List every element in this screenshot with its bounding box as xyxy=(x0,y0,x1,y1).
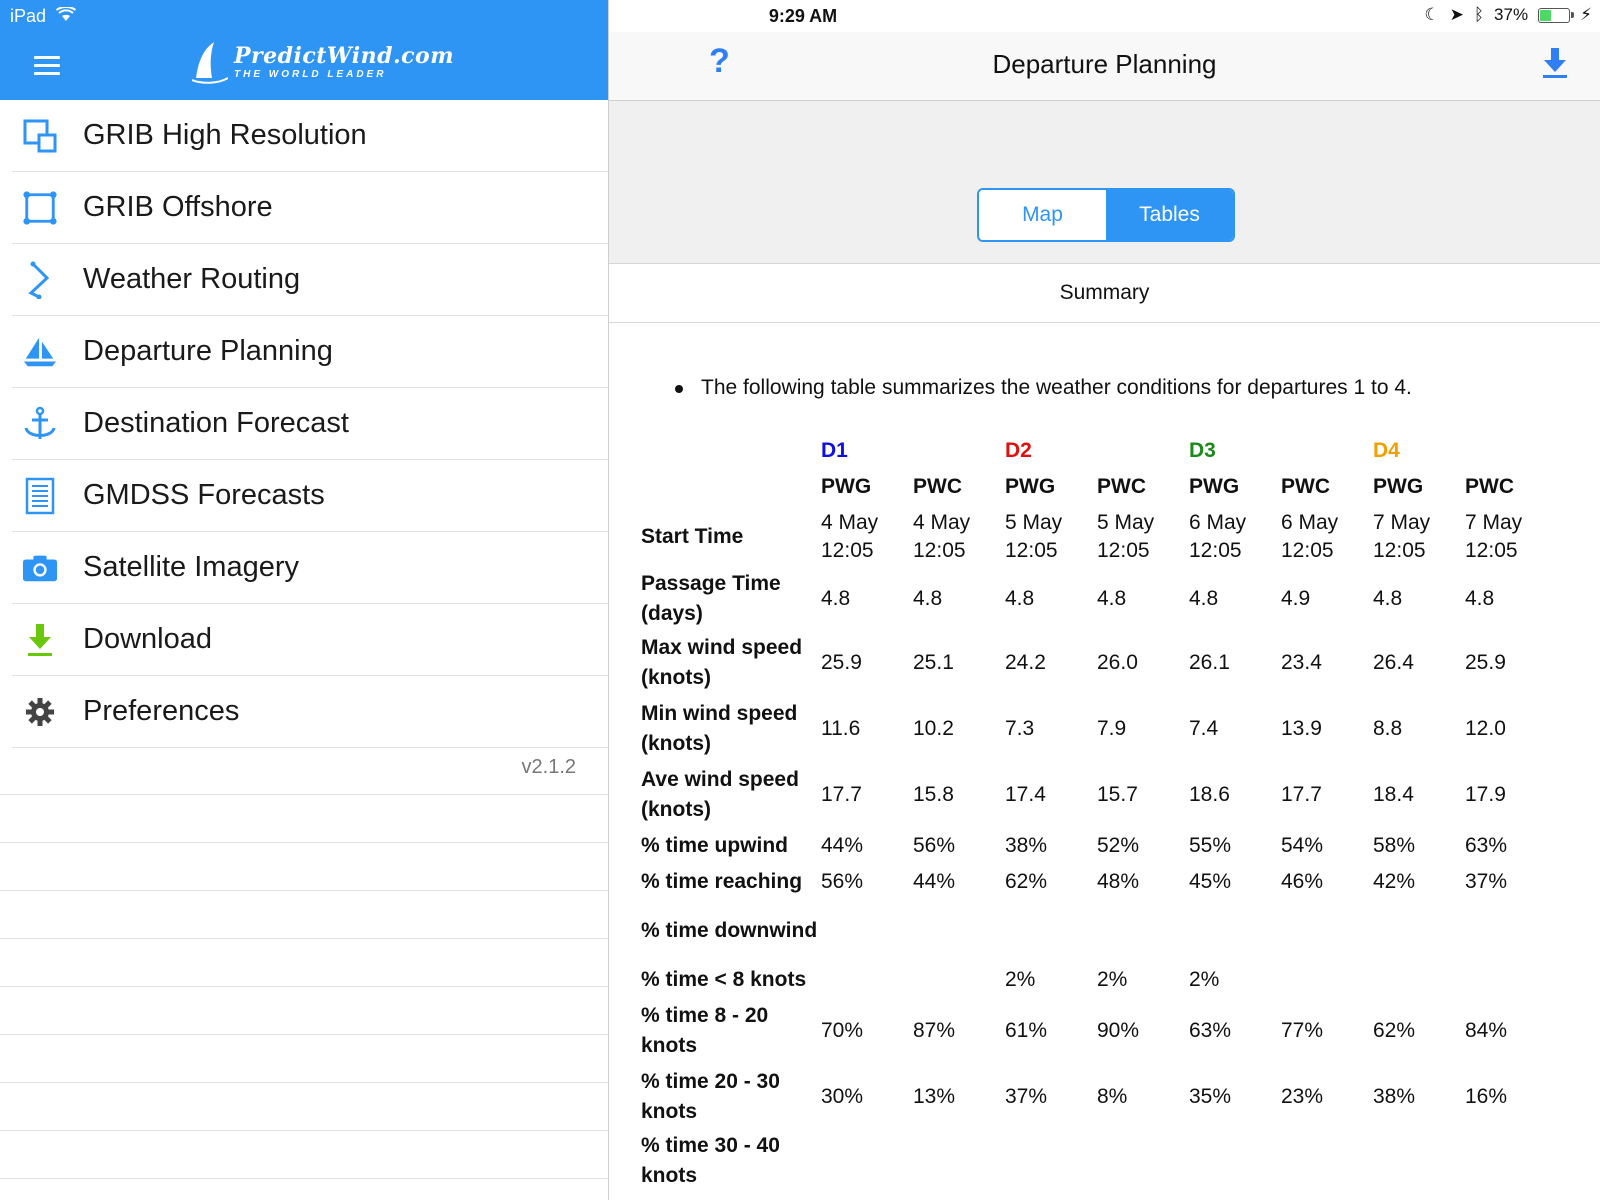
table-cell xyxy=(1005,900,1097,962)
divider xyxy=(0,938,608,939)
model-label: PWC xyxy=(1097,475,1146,498)
table-cell: 25.9 xyxy=(821,651,862,674)
table-cell: 7.3 xyxy=(1005,717,1035,740)
page-title: Departure Planning xyxy=(992,49,1217,79)
row-label: Min wind speed (knots) xyxy=(641,702,798,755)
table-cell: 42% xyxy=(1373,870,1416,893)
status-bar-left xyxy=(0,0,608,32)
row-label: % time 20 - 30 knots xyxy=(641,1070,780,1123)
sidebar-item-grib-high-resolution[interactable] xyxy=(12,100,608,172)
model-label: PWG xyxy=(1189,475,1240,498)
table-cell: 23.4 xyxy=(1281,651,1322,674)
header-spacer xyxy=(641,434,821,468)
table-cell: 4.8 xyxy=(1005,587,1035,610)
table-cell: 77% xyxy=(1281,1019,1324,1042)
model-label: PWC xyxy=(913,475,962,498)
row-label: Ave wind speed (knots) xyxy=(641,768,799,821)
table-cell: 4.8 xyxy=(1189,587,1219,610)
table-cell xyxy=(1281,962,1373,998)
segment-map[interactable]: Map xyxy=(979,190,1106,240)
divider xyxy=(0,986,608,987)
table-cell xyxy=(1373,900,1465,962)
view-segmented-control[interactable] xyxy=(977,188,1235,242)
routing-icon xyxy=(22,262,58,298)
table-cell xyxy=(913,1130,1005,1192)
table-cell: 13% xyxy=(913,1085,956,1108)
summary-title: Summary xyxy=(1059,281,1150,304)
table-cell: 7 May 12:05 xyxy=(1373,511,1431,562)
sidebar-item-destination-forecast[interactable] xyxy=(12,388,608,460)
row-label: % time < 8 knots xyxy=(641,968,807,991)
model-label: PWC xyxy=(1281,475,1330,498)
table-cell: 17.4 xyxy=(1005,783,1046,806)
table-cell: 13.9 xyxy=(1281,717,1322,740)
sidebar-item-departure-planning[interactable] xyxy=(12,316,608,388)
table-cell: 6 May 12:05 xyxy=(1189,511,1247,562)
model-label: PWG xyxy=(821,475,872,498)
table-cell: 87% xyxy=(913,1019,956,1042)
table-cell xyxy=(1373,1130,1465,1192)
table-cell: 12.0 xyxy=(1465,717,1506,740)
departure-label: D4 xyxy=(1373,439,1400,462)
divider xyxy=(0,1130,608,1131)
gear-icon xyxy=(22,694,58,730)
summary-table xyxy=(641,434,1557,1192)
location-icon: ➤ xyxy=(1449,5,1464,24)
table-cell: 26.0 xyxy=(1097,651,1138,674)
table-cell xyxy=(1281,1130,1373,1192)
row-label: % time downwind xyxy=(641,919,818,942)
table-row xyxy=(641,864,1557,900)
sidebar-item-label: GRIB High Resolution xyxy=(83,119,367,151)
table-row xyxy=(641,630,1557,696)
table-cell xyxy=(913,900,1005,962)
table-cell: 61% xyxy=(1005,1019,1048,1042)
table-cell xyxy=(1097,1130,1189,1192)
table-row xyxy=(641,828,1557,864)
bullet xyxy=(675,385,683,393)
table-cell xyxy=(1189,1130,1281,1192)
table-cell: 48% xyxy=(1097,870,1140,893)
battery-percent: 37% xyxy=(1494,5,1529,24)
download-icon[interactable] xyxy=(1541,46,1569,85)
table-cell: 2% xyxy=(1097,968,1128,991)
table-cell: 56% xyxy=(821,870,864,893)
table-cell: 62% xyxy=(1373,1019,1416,1042)
table-cell: 52% xyxy=(1097,834,1140,857)
table-cell: 4.8 xyxy=(1465,587,1495,610)
table-cell: 4.9 xyxy=(1281,587,1311,610)
table-cell: 44% xyxy=(821,834,864,857)
logo-tagline: THE WORLD LEADER xyxy=(234,68,387,80)
row-label: Max wind speed (knots) xyxy=(641,636,803,689)
table-row xyxy=(641,1064,1557,1130)
table-cell: 84% xyxy=(1465,1019,1508,1042)
sidebar-item-download[interactable] xyxy=(12,604,608,676)
model-label: PWG xyxy=(1373,475,1424,498)
table-cell xyxy=(1097,900,1189,962)
table-cell: 6 May 12:05 xyxy=(1281,511,1339,562)
sidebar-item-label: Destination Forecast xyxy=(83,407,349,439)
summary-header xyxy=(609,263,1600,323)
table-cell: 18.4 xyxy=(1373,783,1414,806)
sidebar-item-gmdss-forecasts[interactable] xyxy=(12,460,608,532)
table-cell: 30% xyxy=(821,1085,864,1108)
sidebar-item-grib-offshore[interactable] xyxy=(12,172,608,244)
segment-area xyxy=(609,101,1600,263)
header-spacer xyxy=(641,468,821,506)
table-cell: 5 May 12:05 xyxy=(1097,511,1155,562)
table-cell: 70% xyxy=(821,1019,864,1042)
table-cell: 4.8 xyxy=(1373,587,1403,610)
sidebar-item-satellite-imagery[interactable] xyxy=(12,532,608,604)
table-cell: 23% xyxy=(1281,1085,1324,1108)
sidebar-item-label: Preferences xyxy=(83,695,240,727)
table-cell: 35% xyxy=(1189,1085,1232,1108)
sailboat-icon xyxy=(22,334,58,370)
row-label: % time 8 - 20 knots xyxy=(641,1004,769,1057)
logo-brand: PredictWind.com xyxy=(234,42,454,69)
table-cell: 37% xyxy=(1005,1085,1048,1108)
table-cell: 90% xyxy=(1097,1019,1140,1042)
table-row xyxy=(641,998,1557,1064)
table-cell: 4 May 12:05 xyxy=(821,511,879,562)
table-cell xyxy=(913,962,1005,998)
divider xyxy=(0,842,608,843)
table-cell: 38% xyxy=(1373,1085,1416,1108)
departure-label: D1 xyxy=(821,439,848,462)
table-cell: 8.8 xyxy=(1373,717,1403,740)
table-cell: 4.8 xyxy=(821,587,851,610)
help-button[interactable]: ? xyxy=(709,42,730,80)
table-cell: 38% xyxy=(1005,834,1048,857)
table-cell: 10.2 xyxy=(913,717,954,740)
table-cell: 15.7 xyxy=(1097,783,1138,806)
departure-label: D3 xyxy=(1189,439,1216,462)
table-cell: 25.1 xyxy=(913,651,954,674)
table-cell: 11.6 xyxy=(821,717,861,740)
row-label: Start Time xyxy=(641,525,744,548)
table-cell: 63% xyxy=(1189,1019,1232,1042)
table-row xyxy=(641,696,1557,762)
row-label: % time upwind xyxy=(641,834,788,857)
moon-icon: ☾ xyxy=(1424,5,1440,24)
table-cell: 17.9 xyxy=(1465,783,1506,806)
departure-header-row xyxy=(641,434,1557,468)
note-text: The following table summarizes the weather conditions for departures 1 to 4. xyxy=(701,376,1412,399)
table-row xyxy=(641,900,1557,962)
download-icon xyxy=(22,622,58,658)
table-cell: 37% xyxy=(1465,870,1508,893)
row-label: % time 30 - 40 knots xyxy=(641,1134,780,1187)
table-cell: 56% xyxy=(913,834,956,857)
table-cell: 62% xyxy=(1005,870,1048,893)
row-label: % time reaching xyxy=(641,870,803,893)
sidebar xyxy=(0,0,609,1200)
model-header-row xyxy=(641,468,1557,506)
divider xyxy=(0,794,608,795)
table-cell: 16% xyxy=(1465,1085,1508,1108)
table-cell: 54% xyxy=(1281,834,1324,857)
table-cell: 7.4 xyxy=(1189,717,1219,740)
departure-label: D2 xyxy=(1005,439,1032,462)
wifi-icon xyxy=(56,6,76,27)
model-label: PWG xyxy=(1005,475,1056,498)
table-row xyxy=(641,506,1557,568)
predictwind-logo xyxy=(192,40,454,84)
table-cell: 45% xyxy=(1189,870,1232,893)
table-cell: 63% xyxy=(1465,834,1508,857)
sidebar-item-weather-routing[interactable] xyxy=(12,244,608,316)
sidebar-item-preferences[interactable] xyxy=(12,676,608,748)
table-cell: 4 May 12:05 xyxy=(913,511,971,562)
grib-high-res-icon xyxy=(22,118,58,154)
table-cell: 4.8 xyxy=(913,587,943,610)
table-cell: 2% xyxy=(1189,968,1220,991)
charging-icon: ⚡ xyxy=(1580,5,1592,24)
table-cell xyxy=(1465,962,1557,998)
grib-offshore-icon xyxy=(22,190,58,226)
table-cell: 17.7 xyxy=(1281,783,1322,806)
table-cell xyxy=(1465,1130,1557,1192)
sidebar-item-label: Satellite Imagery xyxy=(83,551,299,583)
table-cell xyxy=(1189,900,1281,962)
table-cell: 55% xyxy=(1189,834,1232,857)
model-label: PWC xyxy=(1465,475,1514,498)
sidebar-item-label: GMDSS Forecasts xyxy=(83,479,325,511)
app-version: v2.1.2 xyxy=(521,756,576,778)
table-cell xyxy=(1373,962,1465,998)
table-cell: 4.8 xyxy=(1097,587,1127,610)
table-cell: 26.1 xyxy=(1189,651,1230,674)
table-cell: 18.6 xyxy=(1189,783,1230,806)
table-cell: 24.2 xyxy=(1005,651,1046,674)
table-cell: 7 May 12:05 xyxy=(1465,511,1523,562)
table-cell: 5 May 12:05 xyxy=(1005,511,1063,562)
table-cell: 58% xyxy=(1373,834,1416,857)
document-icon xyxy=(22,478,58,514)
table-cell: 26.4 xyxy=(1373,651,1414,674)
status-time: 9:29 AM xyxy=(768,6,838,26)
table-cell: 8% xyxy=(1097,1085,1128,1108)
table-cell: 15.8 xyxy=(913,783,954,806)
camera-icon xyxy=(22,550,58,586)
anchor-icon xyxy=(22,406,58,442)
main-panel xyxy=(609,0,1600,1200)
table-row xyxy=(641,762,1557,828)
table-row xyxy=(641,1130,1557,1192)
divider xyxy=(0,1082,608,1083)
sidebar-item-label: Departure Planning xyxy=(83,335,333,367)
table-cell: 25.9 xyxy=(1465,651,1506,674)
divider xyxy=(0,1178,608,1179)
table-cell xyxy=(1005,1130,1097,1192)
table-cell: 7.9 xyxy=(1097,717,1127,740)
row-label: Passage Time (days) xyxy=(641,572,781,625)
table-cell xyxy=(1465,900,1557,962)
table-cell: 2% xyxy=(1005,968,1036,991)
carrier-label: iPad xyxy=(10,6,47,26)
table-cell: 44% xyxy=(913,870,956,893)
table-cell: 17.7 xyxy=(821,783,862,806)
hamburger-menu-icon[interactable] xyxy=(34,56,60,74)
divider xyxy=(0,1034,608,1035)
segment-tables[interactable]: Tables xyxy=(1106,190,1233,240)
divider xyxy=(0,890,608,891)
sidebar-item-label: Download xyxy=(83,623,212,655)
table-row xyxy=(641,962,1557,998)
table-cell xyxy=(1281,900,1373,962)
sidebar-item-label: Weather Routing xyxy=(83,263,301,295)
status-bar-right xyxy=(1424,5,1592,25)
table-cell: 46% xyxy=(1281,870,1324,893)
table-cell xyxy=(821,900,913,962)
table-row xyxy=(641,568,1557,630)
sail-logo-icon xyxy=(192,40,228,84)
battery-icon xyxy=(1538,8,1570,23)
bluetooth-icon: ᛒ xyxy=(1473,5,1485,24)
table-cell xyxy=(821,962,913,998)
sidebar-menu xyxy=(12,100,608,748)
navigation-bar xyxy=(609,32,1600,101)
sidebar-item-label: GRIB Offshore xyxy=(83,191,273,223)
table-cell xyxy=(821,1130,913,1192)
